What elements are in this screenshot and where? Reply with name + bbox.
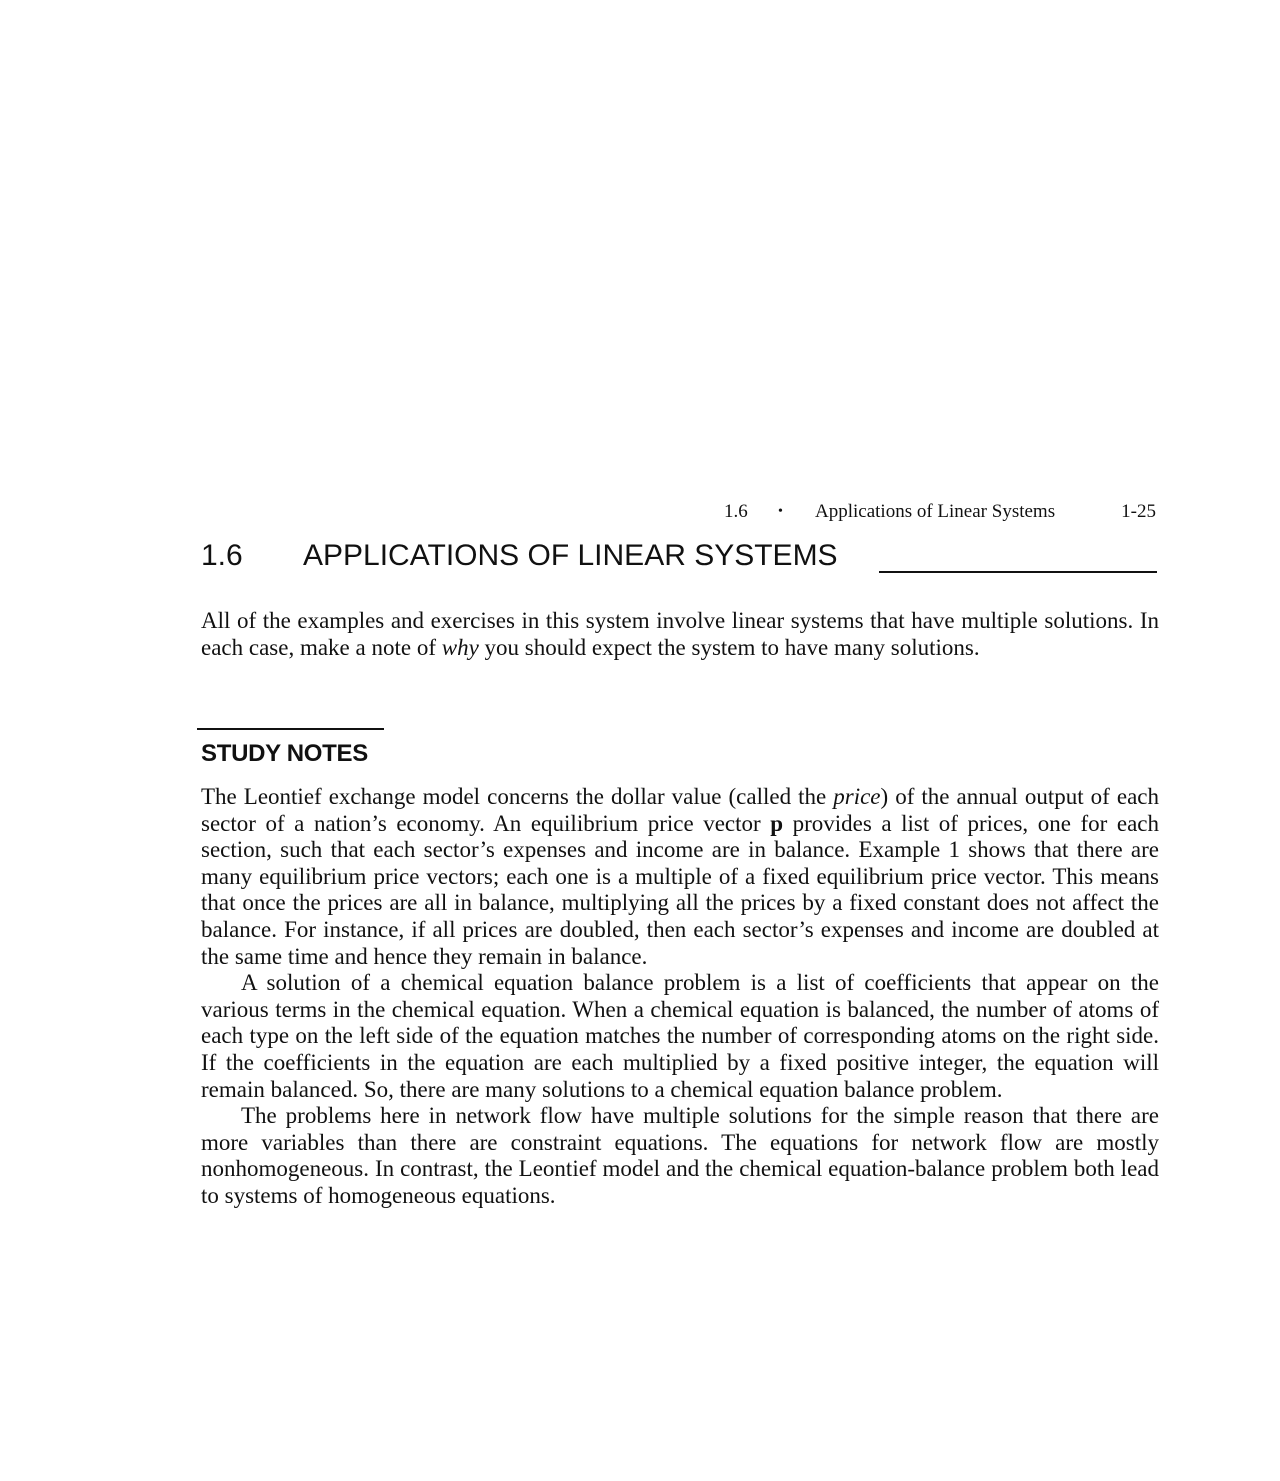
section-title: APPLICATIONS OF LINEAR SYSTEMS <box>303 539 838 572</box>
intro-emphasis: why <box>441 634 479 660</box>
section-number: 1.6 <box>201 539 243 572</box>
intro-text-after: you should expect the system to have many solutions. <box>478 634 980 660</box>
study-notes-paragraph-3: The problems here in network flow have multiple solutions for the simple reason that there are more variables than there are constraint equations. The equations for network flow are mostly nonhomogeneous. In contrast, the Leontief model and the chemical equation-balance problem both lead to systems of homogeneous equations. <box>201 1103 1159 1208</box>
study-notes-paragraph-2: A solution of a chemical equation balance problem is a list of coefficients that appear on the various terms in the chemical equation. When a chemical equation is balanced, the number of atoms of each type on the left side of the equation matches the number of corresponding atoms on the right side. If the coefficients in the equation are each multiplied by a fixed positive integer, the equation will remain balanced. So, there are many solutions to a chemical equation balance problem. <box>201 970 1159 1102</box>
study-notes-rule <box>197 728 384 730</box>
running-header <box>700 500 1156 524</box>
p1-part3: provides a list of prices, one for each section, such that each sector’s expenses and income are in balance. Example 1 shows that there are many equilibrium price vectors; each one is a multiple of a fixed equilibrium price vector. This means that once the prices are all in balance, multiplying all the prices by a fixed constant does not affect the balance. For instance, if all prices are doubled, then each sector’s expenses and income are doubled at the same time and hence they remain in balance. <box>201 810 1159 969</box>
running-header-title: Applications of Linear Systems <box>815 501 1056 522</box>
running-header-bullet: • <box>778 504 783 519</box>
p1-bold-term: p <box>770 810 784 836</box>
p1-italic-term: price <box>833 784 881 809</box>
intro-paragraph <box>201 608 1159 661</box>
section-heading <box>201 536 1157 580</box>
running-header-section: 1.6 <box>724 501 748 522</box>
intro-text-before: All of the examples and exercises in this system involve linear systems that have multiple solutions. In each case, make a note of <box>201 608 1159 660</box>
study-notes-heading: STUDY NOTES <box>201 740 368 767</box>
page-number: 1-25 <box>1121 501 1156 522</box>
p1-part2: ) of the annual output of each sector of a nation’s economy. An equilibrium price vector <box>201 784 1159 836</box>
heading-rule <box>879 571 1157 573</box>
p1-part1: The Leontief exchange model concerns the dollar value (called the <box>201 784 834 809</box>
study-notes-body <box>201 784 1159 1210</box>
study-notes-paragraph-1 <box>201 784 1159 970</box>
